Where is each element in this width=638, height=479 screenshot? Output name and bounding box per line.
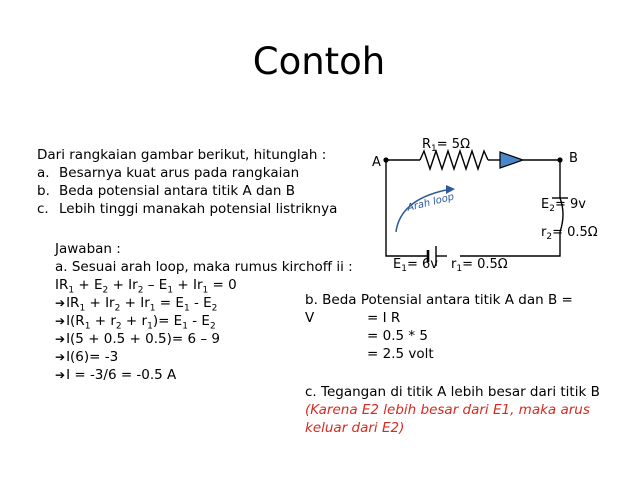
question-marker-a: a. (37, 165, 50, 181)
answer-part-a-intro: a. Sesuai arah loop, maka rumus kirchoff ii : (55, 259, 353, 275)
diode-triangle (500, 152, 523, 168)
slide-title: Contoh (252, 40, 386, 83)
arrow-icon: ➔ (55, 368, 66, 382)
label-r1: $R_1= 5\Omega$ (422, 137, 471, 154)
answer-heading: Jawaban : (55, 241, 121, 257)
label-e1: $E_1= 6v$ (393, 257, 438, 274)
question-intro: Dari rangkaian gambar berikut, hitunglah : (37, 147, 327, 163)
point-a-dot (383, 157, 388, 162)
label-a: A (372, 155, 381, 170)
arrow-icon: ➔ (55, 314, 66, 328)
question-marker-b: b. (37, 183, 50, 199)
label-b: B (569, 151, 578, 166)
question-text-a: Besarnya kuat arus pada rangkaian (59, 165, 300, 181)
part-c-title: c. Tegangan di titik A lebih besar dari titik B (305, 384, 600, 400)
question-marker-c: c. (37, 201, 49, 217)
part-b-block (305, 291, 573, 363)
question-text-c: Lebih tinggi manakah potensial listriknya (59, 201, 338, 217)
part-c-note-2: keluar dari E2) (305, 420, 405, 436)
point-b-dot (557, 157, 562, 162)
arrow-icon: ➔ (55, 350, 66, 364)
part-c-block (305, 383, 600, 437)
answer-eq-2: $➔IR_1 + Ir_2 + Ir_1 = E_1 - E_2$ (55, 295, 218, 314)
answer-eq-1: $IR_1 + E_2 + Ir_2 - E_1 + Ir_1 = 0$ (55, 277, 237, 296)
part-b-title: b. Beda Potensial antara titik A dan B = (305, 292, 573, 308)
label-r2: $r_2= 0.5\Omega$ (541, 225, 598, 242)
label-r1-internal: $r_1= 0.5\Omega$ (451, 257, 508, 274)
part-b-line-2: = 0.5 * 5 (367, 328, 428, 344)
label-loop: Arah loop (406, 191, 456, 214)
part-c-note-1: (Karena E2 lebih besar dari E1, maka arus (305, 402, 590, 418)
part-b-line-3: = 2.5 volt (367, 346, 434, 362)
answer-eq-5: ➔I(6)= -3 (55, 349, 119, 365)
part-b-var: V (305, 310, 315, 326)
part-b-line-1: V = I R (305, 310, 401, 326)
arrow-icon: ➔ (55, 296, 66, 310)
answer-eq-4: ➔I(5 + 0.5 + 0.5)= 6 – 9 (55, 331, 221, 347)
wire-top-right (523, 160, 560, 198)
arrow-icon: ➔ (55, 332, 66, 346)
answer-eq-3: $➔I(R_1 + r_2 + r_1)= E_1 - E_2$ (55, 313, 216, 332)
label-e2: $E_2= 9v$ (541, 197, 586, 214)
answer-eq-6: ➔I = -3/6 = -0.5 A (55, 367, 177, 383)
question-text-b: Beda potensial antara titik A dan B (59, 183, 295, 199)
